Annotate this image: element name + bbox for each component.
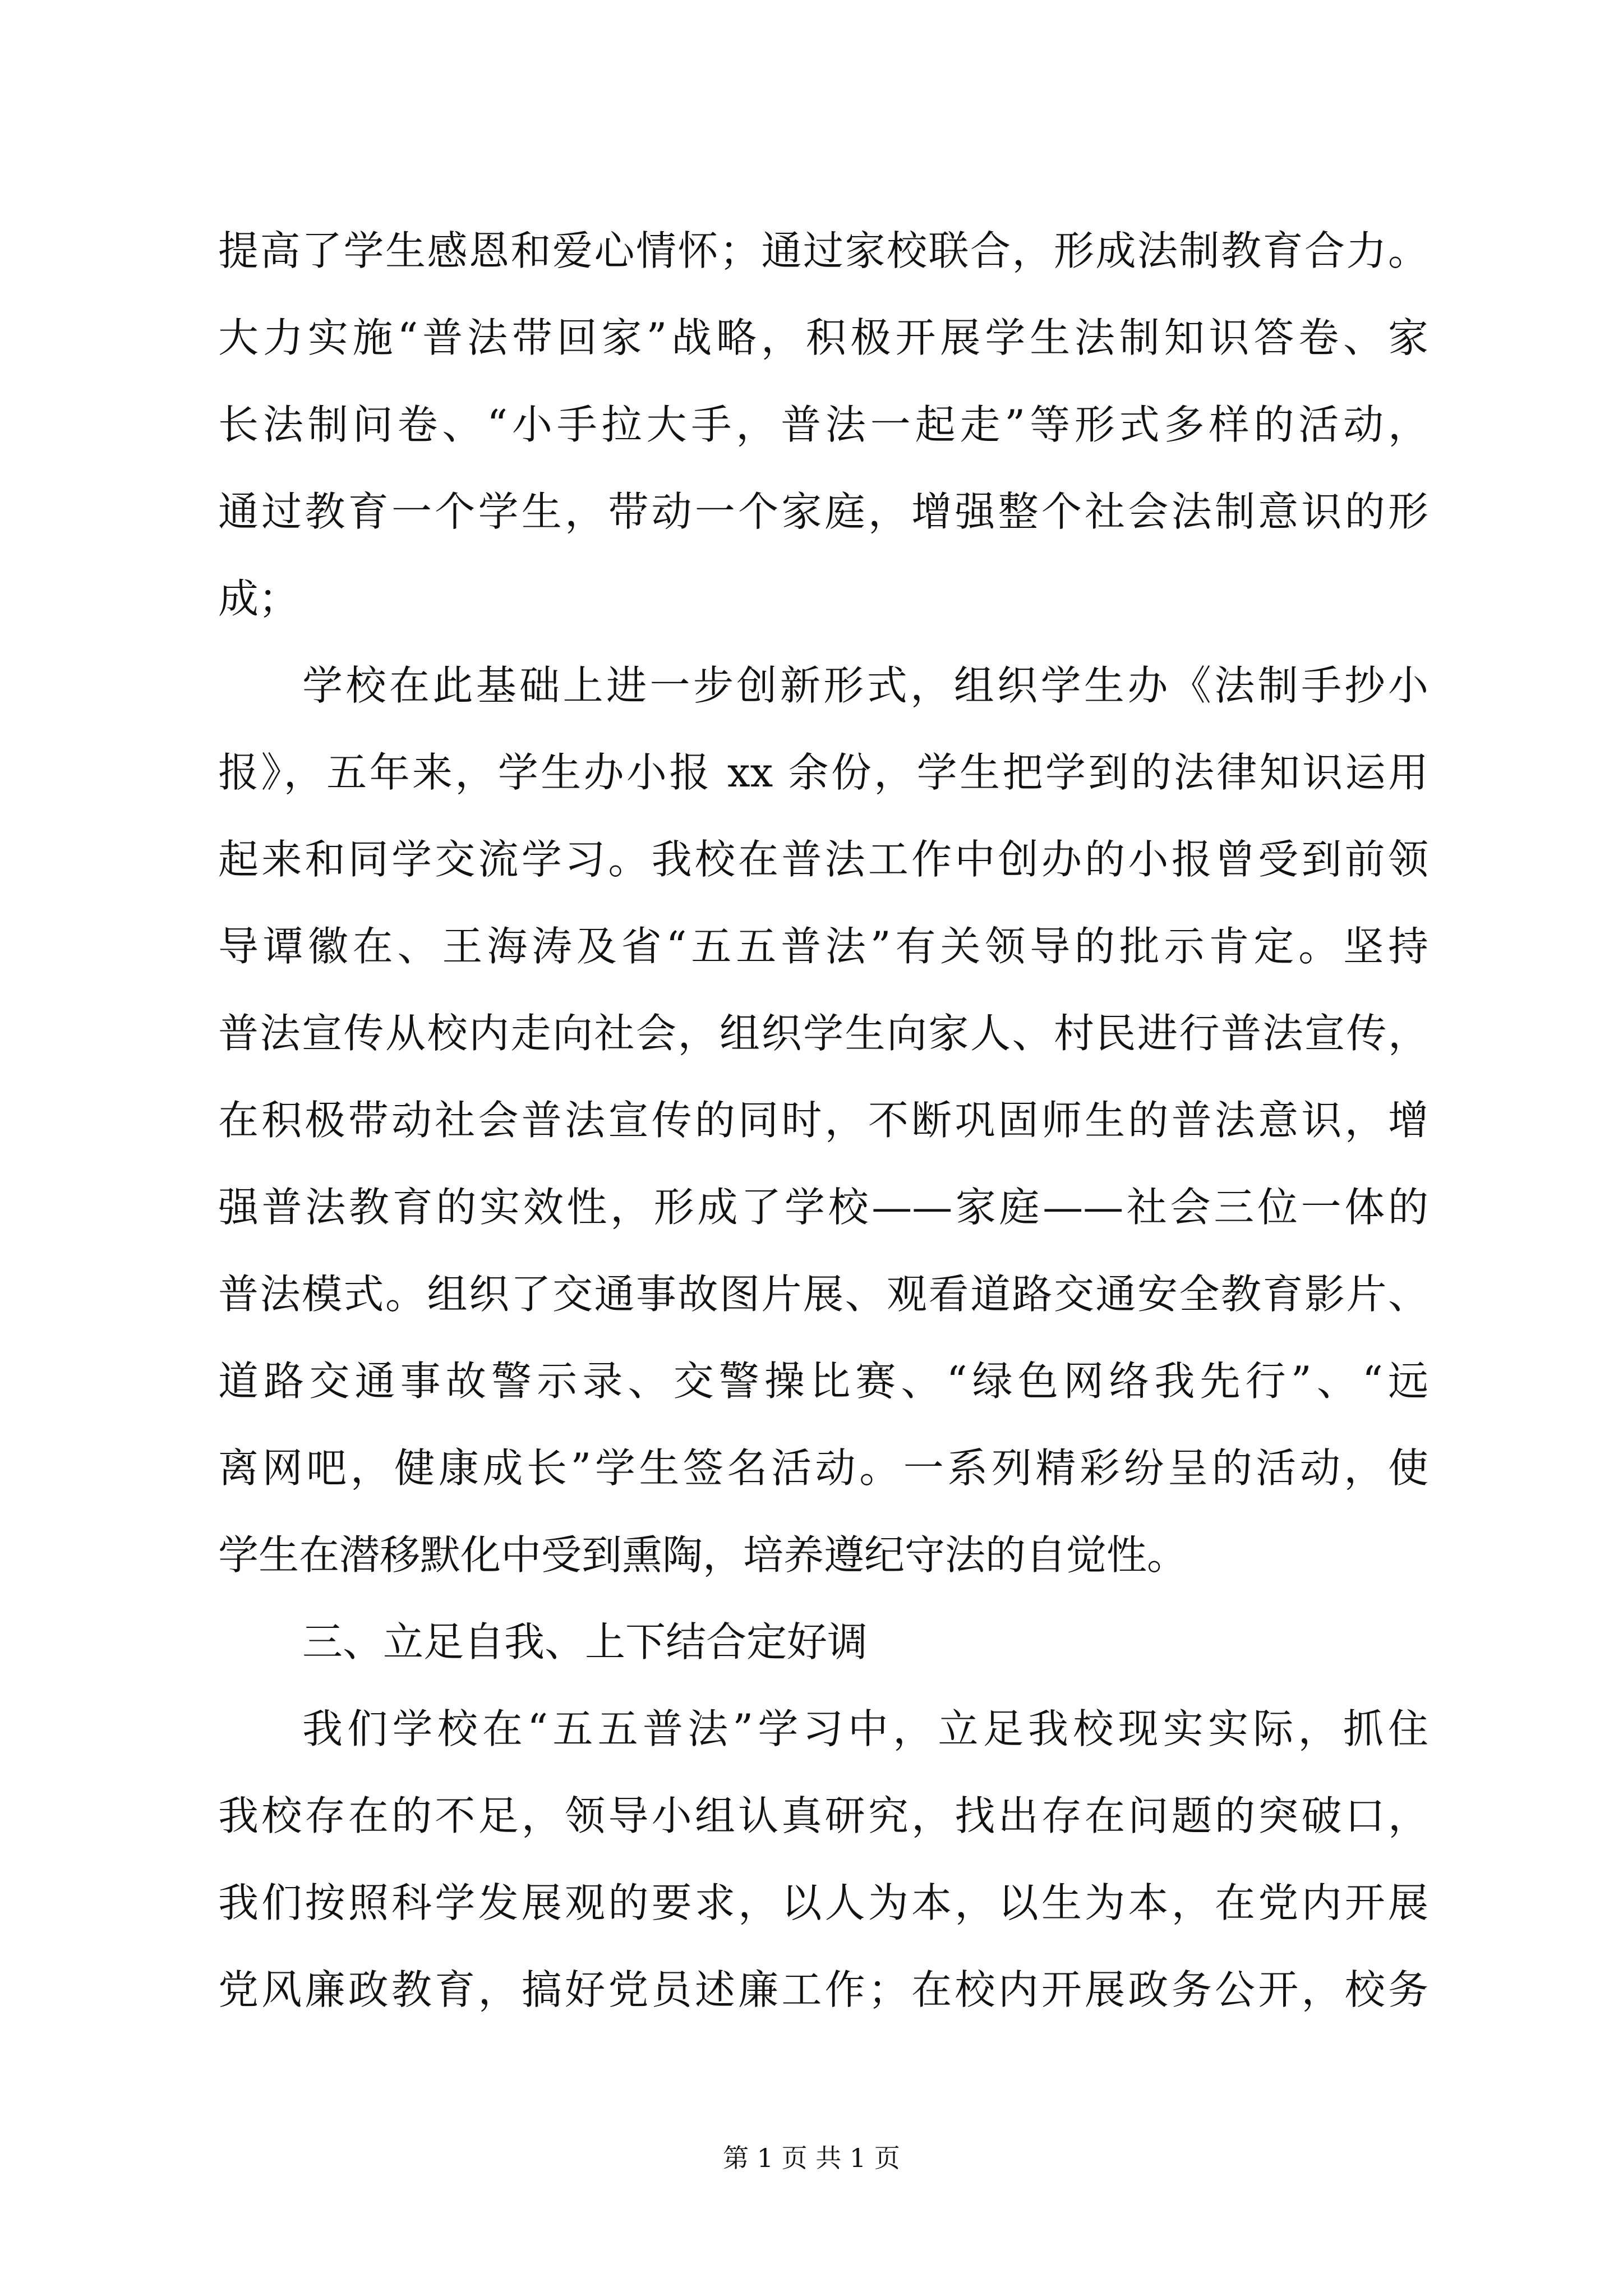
text-line: 报》，五年来，学生办小报 xx 余份，学生把学到的法律知识运用	[218, 749, 1428, 796]
text-line: 我校存在的不足，领导小组认真研究，找出存在问题的突破口，	[218, 1792, 1428, 1839]
paragraph-start-line: 学校在此基础上进一步创新形式，组织学生办《法制手抄小	[302, 662, 1428, 709]
text-line: 长法制问卷、“小手拉大手，普法一起走”等形式多样的活动，	[218, 401, 1428, 448]
text-line: 通过教育一个学生，带动一个家庭，增强整个社会法制意识的形	[218, 488, 1428, 535]
text-line: 学生在潜移默化中受到熏陶，培养遵纪守法的自觉性。	[218, 1531, 1188, 1579]
text-line: 普法宣传从校内走向社会，组织学生向家人、村民进行普法宣传，	[218, 1010, 1428, 1057]
text-line: 党风廉政教育，搞好党员述廉工作；在校内开展政务公开，校务	[218, 1966, 1428, 2013]
text-line: 大力实施“普法带回家”战略，积极开展学生法制知识答卷、家	[218, 314, 1428, 361]
section-heading: 三、立足自我、上下结合定好调	[302, 1618, 868, 1665]
paragraph-start-line: 我们学校在“五五普法”学习中，立足我校现实实际，抓住	[302, 1705, 1428, 1752]
text-line: 起来和同学交流学习。我校在普法工作中创办的小报曾受到前领	[218, 836, 1428, 883]
text-line: 普法模式。组织了交通事故图片展、观看道路交通安全教育影片、	[218, 1271, 1428, 1318]
text-line: 导谭徽在、王海涛及省“五五普法”有关领导的批示肯定。坚持	[218, 923, 1428, 970]
text-line: 强普法教育的实效性，形成了学校——家庭——社会三位一体的	[218, 1184, 1428, 1231]
text-line: 道路交通事故警示录、交警操比赛、“绿色网络我先行”、“远	[218, 1358, 1428, 1405]
text-line: 成；	[218, 575, 299, 622]
text-line: 我们按照科学发展观的要求，以人为本，以生为本，在党内开展	[218, 1879, 1428, 1926]
text-line: 离网吧，健康成长”学生签名活动。一系列精彩纷呈的活动，使	[218, 1444, 1428, 1492]
text-line: 提高了学生感恩和爱心情怀；通过家校联合，形成法制教育合力。	[218, 227, 1428, 274]
page-footer: 第 1 页 共 1 页	[723, 2143, 900, 2173]
document-body	[218, 208, 1428, 2033]
text-line: 在积极带动社会普法宣传的同时，不断巩固师生的普法意识，增	[218, 1097, 1428, 1144]
